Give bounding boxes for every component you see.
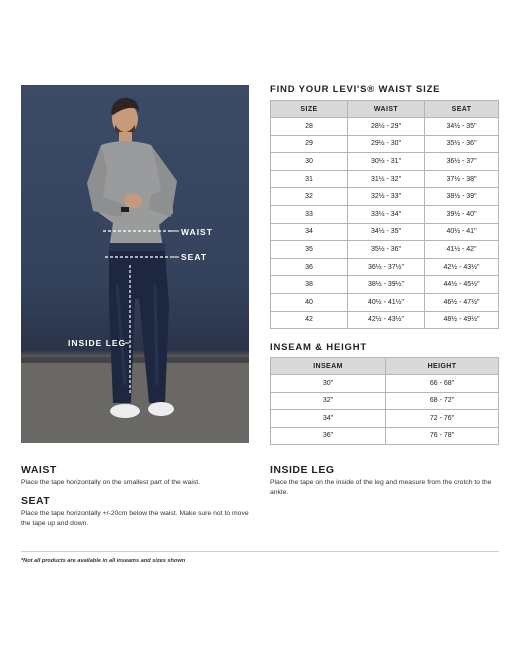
inseam-cell: 30" <box>271 375 386 393</box>
seat-cell: 48½ - 49½" <box>425 311 499 329</box>
size-cell: 38 <box>271 276 348 294</box>
table-row <box>271 276 499 294</box>
height-cell: 76 - 78" <box>386 427 499 445</box>
table-row <box>271 223 499 241</box>
column-header: WAIST <box>348 101 425 118</box>
seat-instruction-title: SEAT <box>21 495 51 507</box>
waist-cell: 35½ - 36" <box>348 241 425 259</box>
waist-cell: 42½ - 43½" <box>348 311 425 329</box>
table-row <box>271 375 499 393</box>
seat-cell: 37½ - 38" <box>425 170 499 188</box>
table-row <box>271 311 499 329</box>
waist-cell: 38½ - 39½" <box>348 276 425 294</box>
table-row <box>271 410 499 428</box>
column-header: INSEAM <box>271 358 386 375</box>
waist-cell: 31½ - 32" <box>348 170 425 188</box>
table-row <box>271 427 499 445</box>
inside-leg-instruction-text: Place the tape on the inside of the leg and measure from the crotch to the ankle. <box>270 479 492 496</box>
table-header-row <box>271 101 499 118</box>
column-header: SIZE <box>271 101 348 118</box>
waist-size-title: FIND YOUR LEVI'S® WAIST SIZE <box>270 84 441 95</box>
seat-instruction-text: Place the tape horizontally +/-20cm below the waist. Make sure not to move the tape up and down. <box>21 510 249 527</box>
size-cell: 28 <box>271 118 348 136</box>
waist-size-table <box>270 100 499 329</box>
inseam-cell: 34" <box>271 410 386 428</box>
seat-cell: 46½ - 47½" <box>425 293 499 311</box>
inseam-cell: 36" <box>271 427 386 445</box>
height-cell: 66 - 68" <box>386 375 499 393</box>
table-row <box>271 170 499 188</box>
table-row <box>271 135 499 153</box>
left-shoe <box>110 404 140 418</box>
table-header-row <box>271 358 499 375</box>
size-cell: 31 <box>271 170 348 188</box>
waist-cell: 40½ - 41½" <box>348 293 425 311</box>
inseam-height-title: INSEAM & HEIGHT <box>270 342 367 353</box>
inseam-cell: 32" <box>271 392 386 410</box>
seat-cell: 39½ - 40" <box>425 205 499 223</box>
table-row <box>271 258 499 276</box>
waist-cell: 30½ - 31" <box>348 153 425 171</box>
waist-cell: 34½ - 35" <box>348 223 425 241</box>
seat-cell: 38½ - 39" <box>425 188 499 206</box>
footer-divider <box>21 551 499 552</box>
right-shoe <box>148 402 174 416</box>
column-header: HEIGHT <box>386 358 499 375</box>
size-cell: 30 <box>271 153 348 171</box>
waist-instruction-text: Place the tape horizontally on the smallest part of the waist. <box>21 479 201 486</box>
waist-cell: 32½ - 33" <box>348 188 425 206</box>
seat-cell: 36½ - 37" <box>425 153 499 171</box>
size-cell: 32 <box>271 188 348 206</box>
table-row <box>271 205 499 223</box>
table-row <box>271 293 499 311</box>
seat-cell: 35½ - 36" <box>425 135 499 153</box>
seat-cell: 34½ - 35" <box>425 118 499 136</box>
waist-cell: 29½ - 30" <box>348 135 425 153</box>
waist-cell: 36½ - 37½" <box>348 258 425 276</box>
table-row <box>271 392 499 410</box>
size-cell: 29 <box>271 135 348 153</box>
waist-label: WAIST <box>181 227 213 237</box>
height-cell: 72 - 76" <box>386 410 499 428</box>
seat-cell: 42½ - 43½" <box>425 258 499 276</box>
inside-leg-label: INSIDE LEG <box>68 338 127 348</box>
table-row <box>271 118 499 136</box>
column-header: SEAT <box>425 101 499 118</box>
size-cell: 35 <box>271 241 348 259</box>
inseam-height-table <box>270 357 499 445</box>
seat-label: SEAT <box>181 252 208 262</box>
size-cell: 42 <box>271 311 348 329</box>
seat-cell: 41½ - 42" <box>425 241 499 259</box>
waist-cell: 33½ - 34" <box>348 205 425 223</box>
table-row <box>271 188 499 206</box>
size-cell: 36 <box>271 258 348 276</box>
table-row <box>271 153 499 171</box>
table-row <box>271 241 499 259</box>
model-photo <box>21 85 249 443</box>
waist-cell: 28½ - 29" <box>348 118 425 136</box>
seat-cell: 44½ - 45½" <box>425 276 499 294</box>
size-cell: 40 <box>271 293 348 311</box>
waist-instruction-title: WAIST <box>21 464 57 476</box>
seat-cell: 40½ - 41" <box>425 223 499 241</box>
size-cell: 34 <box>271 223 348 241</box>
height-cell: 68 - 72" <box>386 392 499 410</box>
model-illustration <box>21 85 249 443</box>
size-cell: 33 <box>271 205 348 223</box>
availability-footnote: *Not all products are available in all inseams and sizes shown <box>21 558 186 564</box>
inside-leg-instruction-title: INSIDE LEG <box>270 464 335 476</box>
